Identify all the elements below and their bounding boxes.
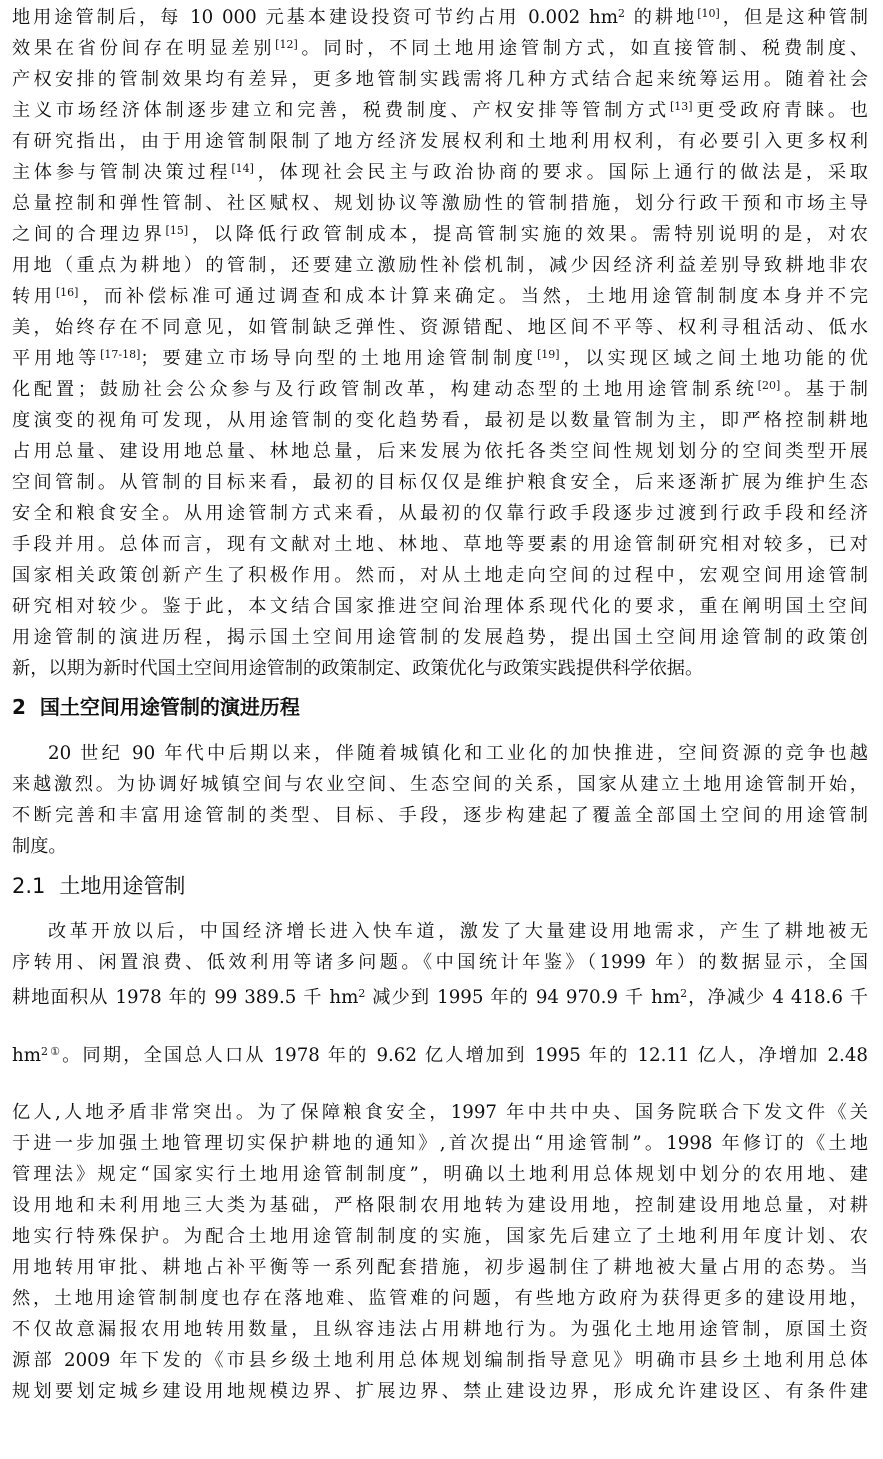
- text-line: 效果在省份间存在明显差别[12]。同时，不同土地用途管制方式，如直接管制、税费制度、: [12, 37, 868, 59]
- text-line: 耕地面积从 1978 年的 99 389.5 千 $hm^2$ 减少到 1995 年的 94 970.9 千 $hm^2$，净减少 4 418.6 千: [12, 986, 868, 1008]
- text-line: 来越激烈。为协调好城镇空间与农业空间、生态空间的关系，国家从建立土地用途管制开始，: [12, 774, 868, 795]
- text-line: 用地（重点为耕地）的管制，还要建立激励性补偿机制，减少因经济利益差别导致耕地非农: [12, 255, 868, 276]
- text-line: 之间的合理边界[15]，以降低行政管制成本，提高管制实施的效果。需特别说明的是，对农: [12, 223, 868, 245]
- citation: [19]: [536, 347, 560, 361]
- text-line: 平用地等[17-18]；要建立市场导向型的土地用途管制制度[19]，以实现区域之间土地功能的优: [12, 347, 868, 369]
- text-line: 20 世纪 90 年代中后期以来，伴随着城镇化和工业化的加快推进，空间资源的竞争也越: [48, 743, 868, 764]
- citation: [16]: [55, 285, 79, 299]
- section-heading: [12, 693, 300, 721]
- footnote-marker: 2①: [40, 1044, 63, 1058]
- text-line: 安全和粮食安全。从用途管制方式来看，从最初的仅靠行政手段逐步过渡到行政手段和经济: [12, 503, 868, 524]
- text-line: 度演变的视角可发现，从用途管制的变化趋势看，最初是以数量管制为主，即严格控制耕地: [12, 410, 868, 431]
- text-line: $hm^{2①}$。同期，全国总人口从 1978 年的 9.62 亿人增加到 1995 年的 12.11 亿人，净增加 2.48: [12, 1044, 868, 1066]
- text-line: 亿人,人地矛盾非常突出。为了保障粮食安全，1997 年中共中央、国务院联合下发文件《关: [12, 1102, 868, 1123]
- text-line: 美，始终存在不同意见，如管制缺乏弹性、资源错配、地区间不平等、权利寻租活动、低水: [12, 317, 868, 338]
- text-line: 空间管制。从管制的目标来看，最初的目标仅仅是维护粮食安全，后来逐渐扩展为维护生态: [12, 472, 868, 493]
- text-line: 改革开放以后，中国经济增长进入快车道，激发了大量建设用地需求，产生了耕地被无: [48, 921, 868, 942]
- text-line: 化配置；鼓励社会公众参与及行政管制改革，构建动态型的土地用途管制系统[20]。基于制: [12, 378, 868, 400]
- text-line: 手段并用。总体而言，现有文献对土地、林地、草地等要素的用途管制研究相对较多，已对: [12, 534, 868, 555]
- text-line: 主义市场经济体制逐步建立和完善，税费制度、产权安排等管制方式[13]更受政府青睐。也: [12, 99, 868, 121]
- text-line: 不断完善和丰富用途管制的类型、目标、手段，逐步构建起了覆盖全部国土空间的用途管制: [12, 805, 868, 826]
- text-line: 于进一步加强土地管理切实保护耕地的通知》,首次提出“用途管制”。1998 年修订的《土地: [12, 1133, 868, 1154]
- text-line: 然，土地用途管制制度也存在落地难、监管难的问题，有些地方政府为获得更多的建设用地，: [12, 1288, 868, 1309]
- citation: [10]: [697, 6, 720, 20]
- text-line: 主体参与管制决策过程[14]，体现社会民主与政治协商的要求。国际上通行的做法是，采取: [12, 161, 868, 183]
- text-line: 地实行特殊保护。为配合土地用途管制制度的实施，国家先后建立了土地利用年度计划、农: [12, 1226, 868, 1247]
- text-line: 转用[16]，而补偿标准可通过调查和成本计算来确定。当然，土地用途管制制度本身并不完: [12, 285, 868, 307]
- text-line: 序转用、闲置浪费、低效利用等诸多问题。《中国统计年鉴》（1999 年）的数据显示，全国: [12, 952, 868, 973]
- text-line: 占用总量、建设用地总量、林地总量，后来发展为依托各类空间性规划划分的空间类型开展: [12, 441, 868, 462]
- section-number: 2: [12, 695, 26, 719]
- text-line: 产权安排的管制效果均有差异，更多地管制实践需将几种方式结合起来统筹运用。随着社会: [12, 69, 868, 90]
- text-line: 管理法》规定“国家实行土地用途管制制度”，明确以土地利用总体规划中划分的农用地、建: [12, 1164, 868, 1185]
- text-line: 设用地和未利用地三大类为基础，严格限制农用地转为建设用地，控制建设用地总量，对耕: [12, 1195, 868, 1216]
- text-line: 国家相关政策创新产生了积极作用。然而，对从土地走向空间的过程中，宏观空间用途管制: [12, 565, 868, 586]
- text-line: 规划要划定城乡建设用地规模边界、扩展边界、禁止建设边界，形成允许建设区、有条件建: [12, 1381, 868, 1402]
- text-line: 用地转用审批、耕地占补平衡等一系列配套措施，初步遏制住了耕地被大量占用的态势。当: [12, 1257, 868, 1278]
- citation: [14]: [231, 161, 254, 175]
- citation: [17-18]: [100, 347, 141, 361]
- text-line: 新，以期为新时代国土空间用途管制的政策制定、政策优化与政策实践提供科学依据。: [12, 658, 704, 679]
- citation: [20]: [757, 378, 781, 392]
- subsection-title: 土地用途管制: [59, 874, 186, 898]
- section-title: 国土空间用途管制的演进历程: [39, 695, 300, 719]
- text-line: 制度。: [12, 836, 67, 857]
- text-line: 地用途管制后，每 10 000 元基本建设投资可节约占用 0.002 $hm^2$ 的耕地[10]，但是这种管制: [12, 6, 868, 28]
- subsection-number: 2.1: [12, 874, 46, 898]
- citation: [13]: [669, 99, 693, 113]
- text-line: 不仅故意漏报农用地转用数量，且纵容违法占用耕地行为。为强化土地用途管制，原国土资: [12, 1319, 868, 1340]
- citation: [12]: [275, 37, 298, 51]
- text-line: 有研究指出，由于用途管制限制了地方经济发展权利和土地利用权利，有必要引入更多权利: [12, 131, 868, 152]
- text-line: 研究相对较少。鉴于此，本文结合国家推进空间治理体系现代化的要求，重在阐明国土空间: [12, 596, 868, 617]
- citation: [15]: [165, 223, 189, 237]
- text-line: 总量控制和弹性管制、社区赋权、规划协议等激励性的管制措施，划分行政干预和市场主导: [12, 193, 868, 214]
- subsection-heading: [12, 871, 185, 901]
- text-line: 用途管制的演进历程，揭示国土空间用途管制的发展趋势，提出国土空间用途管制的政策创: [12, 627, 868, 648]
- text-line: 源部 2009 年下发的《市县乡级土地利用总体规划编制指导意见》明确市县乡土地利用总体: [12, 1350, 868, 1371]
